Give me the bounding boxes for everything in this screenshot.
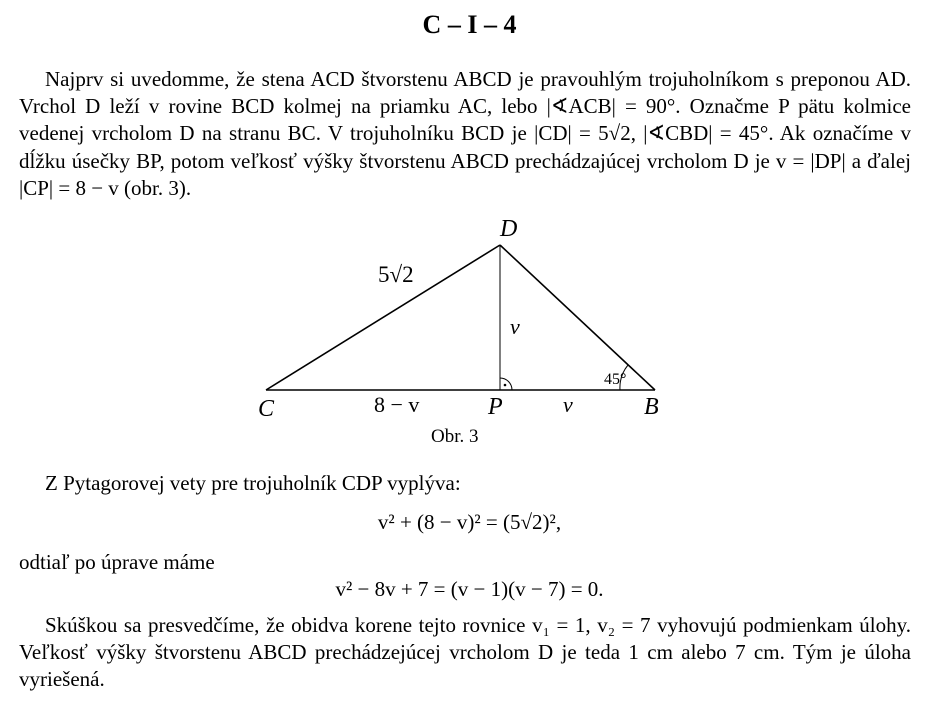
section-heading: C – I – 4 <box>422 10 517 39</box>
intro-paragraph <box>19 66 911 202</box>
label-vertex-b: B <box>644 394 659 420</box>
figure-caption: Obr. 3 <box>431 426 479 447</box>
label-height-v: v <box>510 314 520 339</box>
label-vertex-d: D <box>500 216 518 242</box>
right-angle-dot <box>504 384 507 387</box>
pythagoras-intro-text: Z Pytagorovej vety pre trojuholník CDP vyplýva: <box>45 471 461 495</box>
label-segment-pb: v <box>563 392 573 417</box>
equation-2: v² − 8v + 7 = (v − 1)(v − 7) = 0. <box>335 577 604 601</box>
label-vertex-c: C <box>258 396 275 422</box>
label-side-cd: 5√2 <box>378 262 414 287</box>
conclusion-paragraph <box>19 612 911 694</box>
label-vertex-p: P <box>488 394 503 420</box>
right-angle-mark <box>500 378 512 390</box>
intro-paragraph-text: Najprv si uvedomme, že stena ACD štvorstenu ABCD je pravouhlým trojuholníkom s preponou AD. Vrchol D leží v rovine BCD kolmej na priamku AC, lebo |∢ACB| = 90°. Označme P pätu kolmice vedenej vrcholom D na stranu BC. V trojuholníku BCD je |CD| = 5√2, |∢CBD| = 45°. Ak označíme v dĺžku úsečky BP, potom veľkosť výšky štvorstenu ABCD prechádzajúcej vrcholom D je v = |DP| a ďalej |CP| = 8 − v (obr. 3). <box>19 67 911 200</box>
equation-1: v² + (8 − v)² = (5√2)², <box>377 510 562 534</box>
after-equation-1 <box>19 549 911 576</box>
figure-triangle-bcd <box>0 205 939 465</box>
after-equation-1-text: odtiaľ po úprave máme <box>19 550 215 574</box>
conclusion-paragraph-text: Skúškou sa presvedčíme, že obidva korene tejto rovnice v₁ = 1, v₂ = 7 vyhovujú podmienkam úlohy. Veľkosť výšky štvorstenu ABCD prechádzejúcej vrcholom D je teda 1 cm alebo 7 cm. Tým je úloha vyriešená. <box>19 613 911 692</box>
side-db <box>500 245 655 390</box>
label-segment-cp: 8 − v <box>374 392 420 417</box>
pythagoras-intro <box>19 470 911 497</box>
label-angle-b: 45° <box>604 371 627 388</box>
